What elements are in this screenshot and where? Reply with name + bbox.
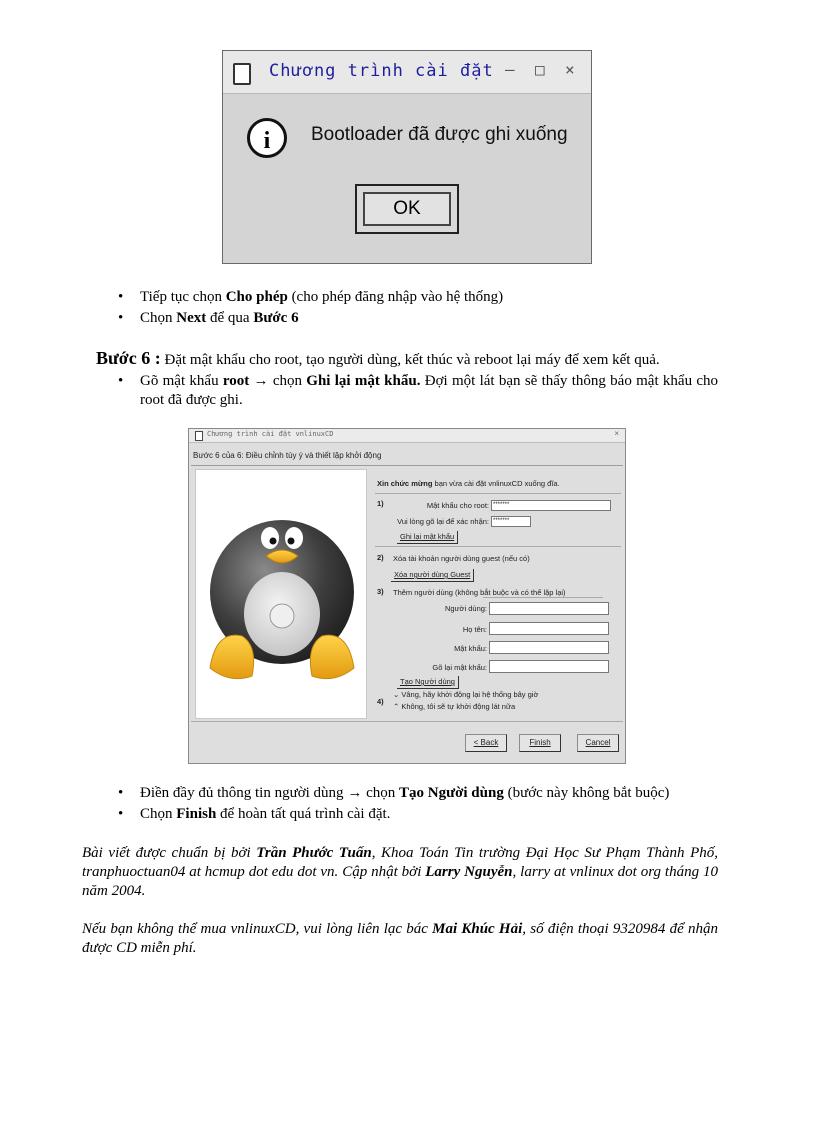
cancel-button[interactable]: Cancel bbox=[577, 734, 619, 752]
reboot-later-option[interactable]: ⌃ Không, tôi sẽ tự khởi động lát nữa bbox=[393, 702, 516, 711]
document-icon bbox=[233, 63, 251, 85]
maximize-icon[interactable]: □ bbox=[535, 60, 545, 79]
list-item: • Tiếp tục chọn Cho phép (cho phép đăng nhập vào hệ thống) bbox=[118, 288, 718, 307]
save-password-button[interactable]: Ghi lại mật khẩu bbox=[397, 531, 458, 544]
fullname-input[interactable] bbox=[489, 622, 609, 635]
list-item: • Chọn Next để qua Bước 6 bbox=[118, 309, 718, 328]
confirm-password-label: Vui lòng gõ lại để xác nhận: bbox=[397, 517, 489, 526]
divider bbox=[375, 546, 621, 547]
penguin-image-pane bbox=[195, 469, 367, 719]
info-icon: i bbox=[247, 118, 287, 158]
credits-paragraph: Bài viết được chuẩn bị bởi Trần Phước Tuấn, Khoa Toán Tin trường Đại Học Sư Phạm Thành Phố, tranphuoctuan04 at hcmup dot edu dot vn. Cập nhật bởi Larry Nguyễn, larry at vnlinux dot org tháng 10 năm 2004. bbox=[82, 845, 719, 899]
divider bbox=[191, 465, 623, 466]
confirm-password-input[interactable]: ******* bbox=[491, 516, 531, 527]
installer-titlebar bbox=[189, 429, 625, 443]
document-icon bbox=[195, 431, 203, 441]
list-item: • Gõ mật khẩu root → chọn Ghi lại mật khẩu. Đợi một lát bạn sẽ thấy thông báo mật khẩu cho root đã được ghi. bbox=[118, 372, 718, 410]
ok-button[interactable]: OK bbox=[363, 192, 451, 226]
minimize-icon[interactable]: – bbox=[505, 60, 515, 79]
finish-button[interactable]: Finish bbox=[519, 734, 561, 752]
close-icon[interactable]: × bbox=[614, 429, 619, 438]
username-input[interactable] bbox=[489, 602, 609, 615]
root-password-label: Mật khẩu cho root: bbox=[426, 501, 489, 510]
installer-window bbox=[188, 428, 626, 764]
penguin-cd-icon bbox=[196, 470, 366, 718]
divider bbox=[191, 721, 623, 722]
contact-paragraph: Nếu bạn không thể mua vnlinuxCD, vui lòng liên lạc bác Mai Khúc Hải, số điện thoại 9320984 để nhận được CD miễn phí. bbox=[82, 921, 719, 956]
section-number: 1) bbox=[377, 499, 384, 508]
step-subtitle: Bước 6 của 6: Điều chỉnh tùy ý và thiết lập khởi động bbox=[193, 451, 382, 460]
back-button[interactable]: < Back bbox=[465, 734, 507, 752]
fullname-label: Họ tên: bbox=[462, 625, 487, 634]
installer-title: Chương trình cài đặt vnlinuxCD bbox=[207, 430, 334, 438]
username-label: Người dùng: bbox=[444, 604, 487, 613]
bootloader-dialog bbox=[222, 50, 592, 264]
welcome-text: Xin chức mừng bạn vừa cài đặt vnlinuxCD xuống đĩa. bbox=[377, 479, 560, 488]
section-number: 4) bbox=[377, 697, 384, 706]
password-input[interactable] bbox=[489, 641, 609, 654]
list-item: • Chọn Finish để hoàn tất quá trình cài đặt. bbox=[118, 805, 718, 824]
bullet-list-step6 bbox=[118, 372, 718, 410]
close-icon[interactable]: × bbox=[565, 60, 575, 79]
dialog-titlebar bbox=[223, 51, 591, 94]
divider bbox=[483, 597, 603, 598]
installer-form bbox=[375, 469, 621, 717]
reboot-now-option[interactable]: ⌄ Vâng, hãy khởi động lại hệ thống bây giờ bbox=[393, 690, 539, 699]
retype-password-input[interactable] bbox=[489, 660, 609, 673]
section-number: 2) bbox=[377, 553, 384, 562]
dialog-message: Bootloader đã được ghi xuống bbox=[311, 124, 568, 145]
list-item: • Điền đầy đủ thông tin người dùng → chọn Tạo Người dùng (bước này không bắt buộc) bbox=[118, 784, 718, 803]
add-user-text: Thêm người dùng (không bắt buộc và có thể lặp lại) bbox=[393, 588, 566, 597]
dialog-title: Chương trình cài đặt bbox=[269, 61, 494, 81]
divider bbox=[375, 493, 621, 494]
guest-text: Xóa tài khoản người dùng guest (nếu có) bbox=[393, 554, 530, 563]
create-user-button[interactable]: Tạo Người dùng bbox=[397, 676, 459, 689]
root-password-input[interactable]: ******* bbox=[491, 500, 611, 511]
section-number: 3) bbox=[377, 587, 384, 596]
password-label: Mật khẩu: bbox=[454, 644, 487, 653]
radio-icon: ⌄ bbox=[393, 690, 402, 699]
retype-password-label: Gõ lại mật khẩu: bbox=[432, 663, 487, 672]
step6-heading: Bước 6 : Đặt mật khẩu cho root, tạo người dùng, kết thúc và reboot lại máy để xem kết quả. bbox=[96, 348, 660, 368]
delete-guest-button[interactable]: Xóa người dùng Guest bbox=[391, 569, 474, 582]
bullet-list-2 bbox=[118, 784, 718, 824]
radio-icon: ⌃ bbox=[393, 702, 402, 711]
ok-button-frame bbox=[355, 184, 459, 234]
bullet-list-1 bbox=[118, 288, 718, 328]
